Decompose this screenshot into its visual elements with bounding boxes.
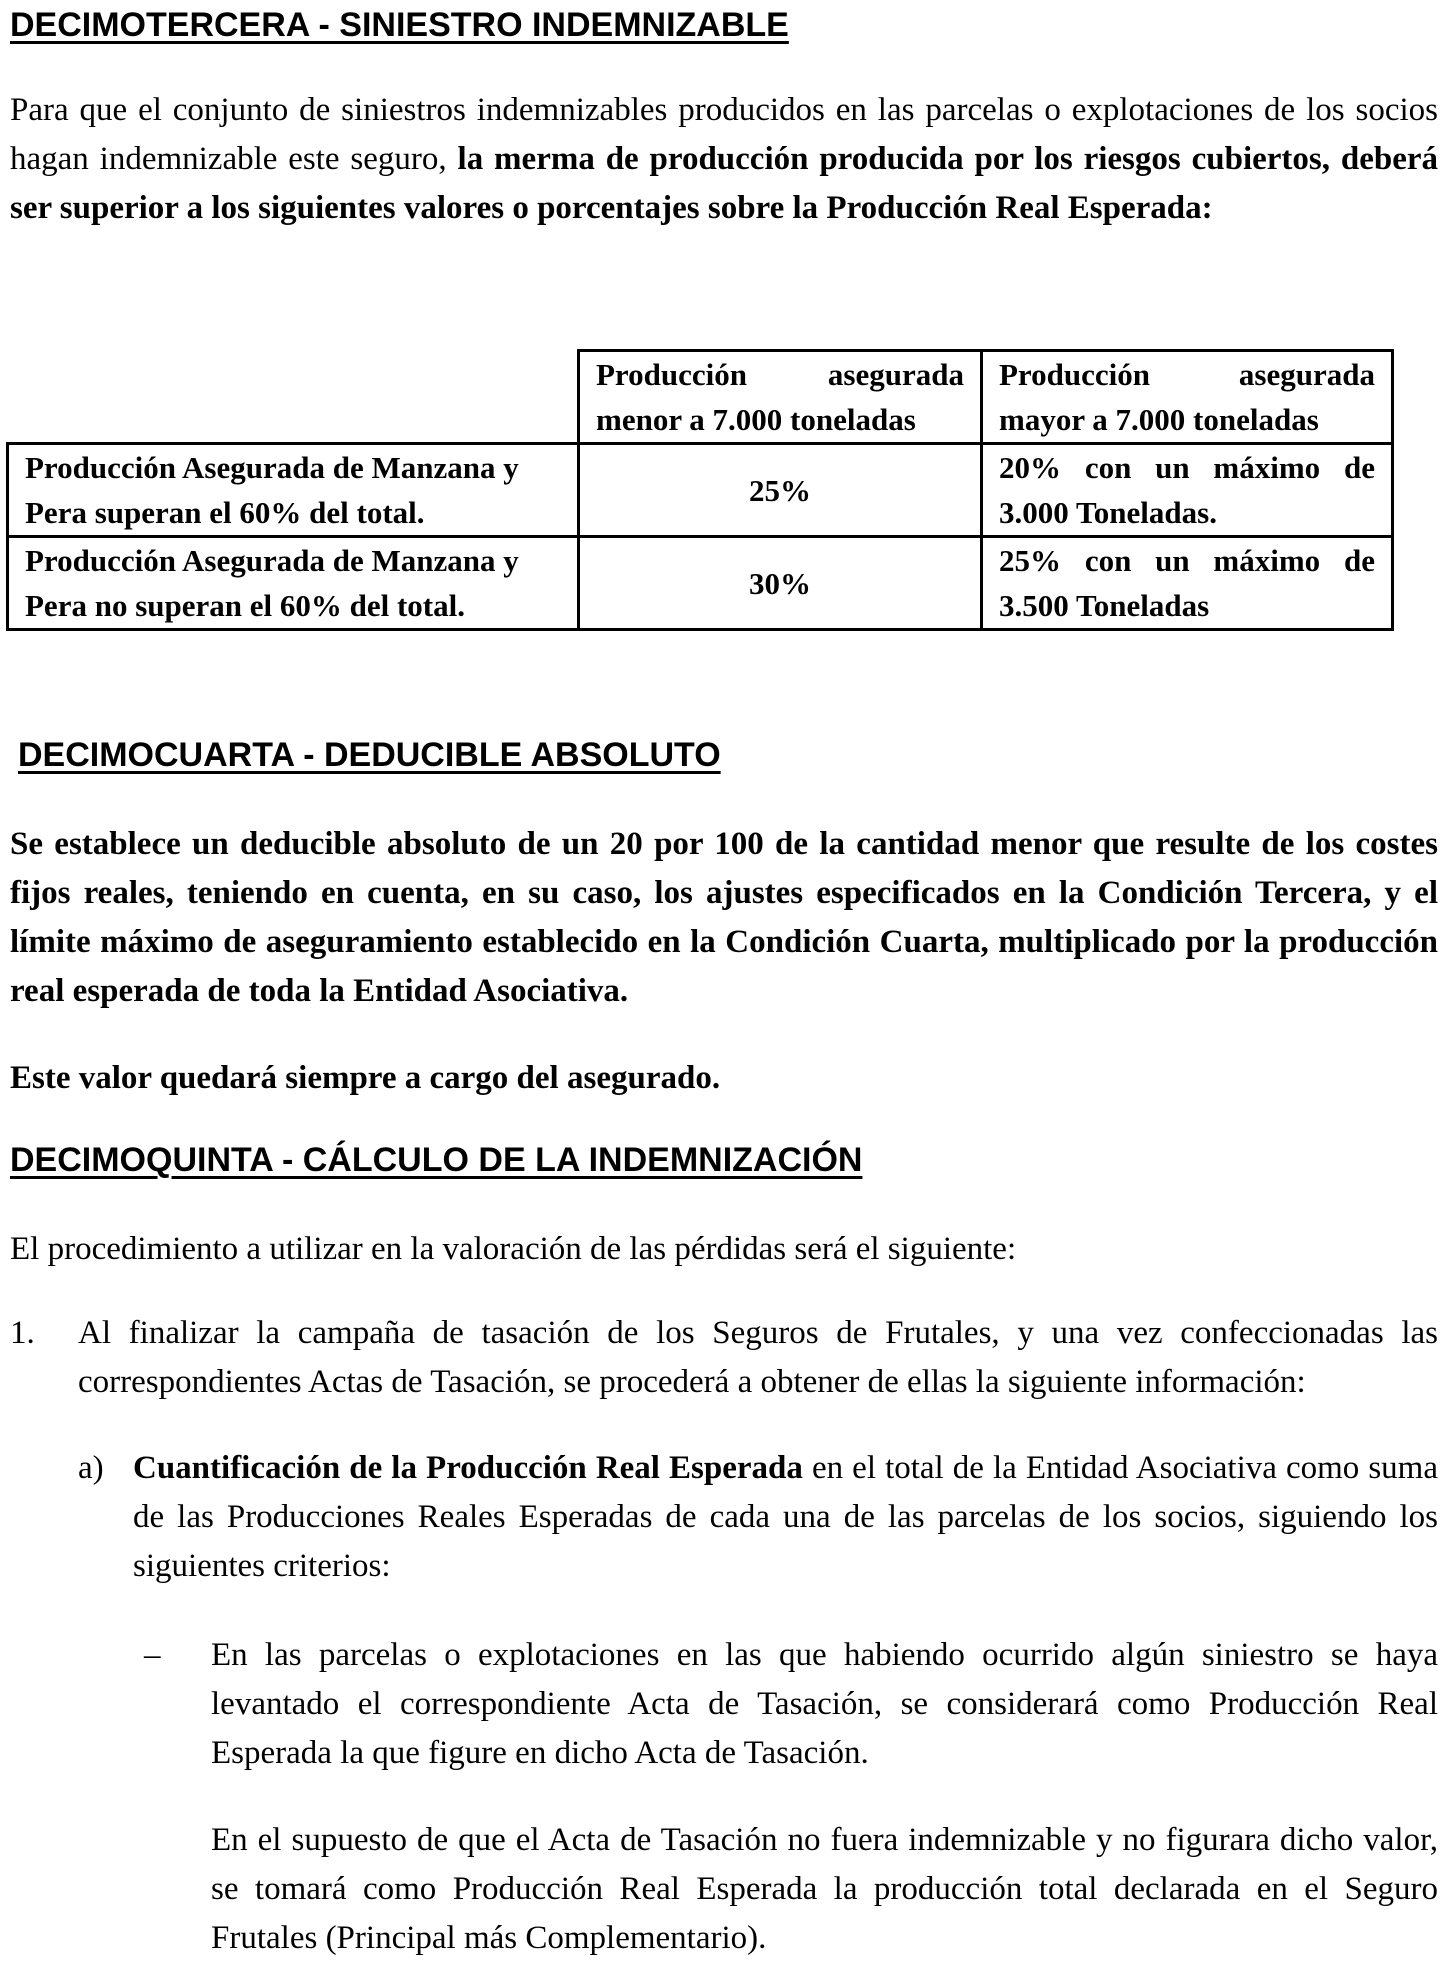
header-1-text: Producción asegurada menor a 7.000 toneladas xyxy=(596,357,964,437)
row-label-cell: Producción Asegurada de Manzana y Pera superan el 60% del total. xyxy=(8,444,579,537)
header-2-text: Producción asegurada mayor a 7.000 toneladas xyxy=(999,357,1375,437)
item-a-bold: Cuantificación de la Producción Real Esperada xyxy=(133,1450,803,1486)
list-marker-dash: – xyxy=(144,1637,161,1673)
heading-decimoquinta: DECIMOQUINTA - CÁLCULO DE LA INDEMNIZACIÓN xyxy=(10,1141,863,1179)
table-header-cell xyxy=(982,351,1393,444)
list-item-dash: En las parcelas o explotaciones en las que habiendo ocurrido algún siniestro se haya levantado el correspondiente Acta de Tasación, se considerará como Producción Real Esperada la que figure en dicho Acta de Tasación. xyxy=(211,1637,1438,1771)
paragraph-s13-intro xyxy=(10,86,1438,233)
s13-intro-bold: la merma de producción producida por los riesgos cubiertos, deberá ser superior a los siguientes valores o porcentajes sobre la Producción Real Esperada: xyxy=(10,141,1439,226)
threshold-table xyxy=(6,349,1394,631)
row-label-cell: Producción Asegurada de Manzana y Pera no superan el 60% del total. xyxy=(8,537,579,630)
list-marker-1: 1. xyxy=(10,1315,35,1351)
table-row xyxy=(8,537,1393,630)
paragraph-dash-continuation: En el supuesto de que el Acta de Tasación no fuera indemnizable y no figurara dicho valor, se tomará como Producción Real Esperada la producción total declarada en el Seguro Frutales (Principal más Complementario). xyxy=(211,1822,1438,1956)
row-value-cell: 25% xyxy=(579,444,982,537)
paragraph-s15-intro: El procedimiento a utilizar en la valoración de las pérdidas será el siguiente: xyxy=(10,1231,1017,1267)
table-empty-cell xyxy=(8,351,579,444)
heading-decimocuarta: DECIMOCUARTA - DEDUCIBLE ABSOLUTO xyxy=(18,736,721,774)
table-row xyxy=(8,444,1393,537)
row-value-cell: 25% con un máximo de 3.500 Toneladas xyxy=(982,537,1393,630)
paragraph-s14-deducible: Se establece un deducible absoluto de un 20 por 100 de la cantidad menor que resulte de los costes fijos reales, teniendo en cuenta, en su caso, los ajustes especificados en la Condición Tercera, y el límite máximo de aseguramiento establecido en la Condición Cuarta, multiplicado por la producción real esperada de toda la Entidad Asociativa. xyxy=(10,826,1438,1009)
row-value-cell: 30% xyxy=(579,537,982,630)
table-header-row xyxy=(8,351,1393,444)
row-value-cell: 20% con un máximo de 3.000 Toneladas. xyxy=(982,444,1393,537)
paragraph-s14-cargo: Este valor quedará siempre a cargo del asegurado. xyxy=(10,1060,721,1096)
heading-decimotercera: DECIMOTERCERA - SINIESTRO INDEMNIZABLE xyxy=(10,6,789,44)
list-marker-a: a) xyxy=(78,1450,104,1486)
table-header-cell xyxy=(579,351,982,444)
list-item-1: Al finalizar la campaña de tasación de los Seguros de Frutales, y una vez confeccionadas las correspondientes Actas de Tasación, se procederá a obtener de ellas la siguiente información: xyxy=(78,1315,1438,1400)
item-a-text: en el total de la Entidad Asociativa como suma de las Producciones Reales Esperadas de cada una de las parcelas de los socios, siguiendo los siguientes criterios: xyxy=(133,1450,1438,1584)
s13-intro-normal: Para que el conjunto de siniestros indemnizables producidos en las parcelas o explotaciones de los socios hagan indemnizable este seguro, xyxy=(10,92,1438,177)
list-item-a xyxy=(133,1444,1438,1591)
